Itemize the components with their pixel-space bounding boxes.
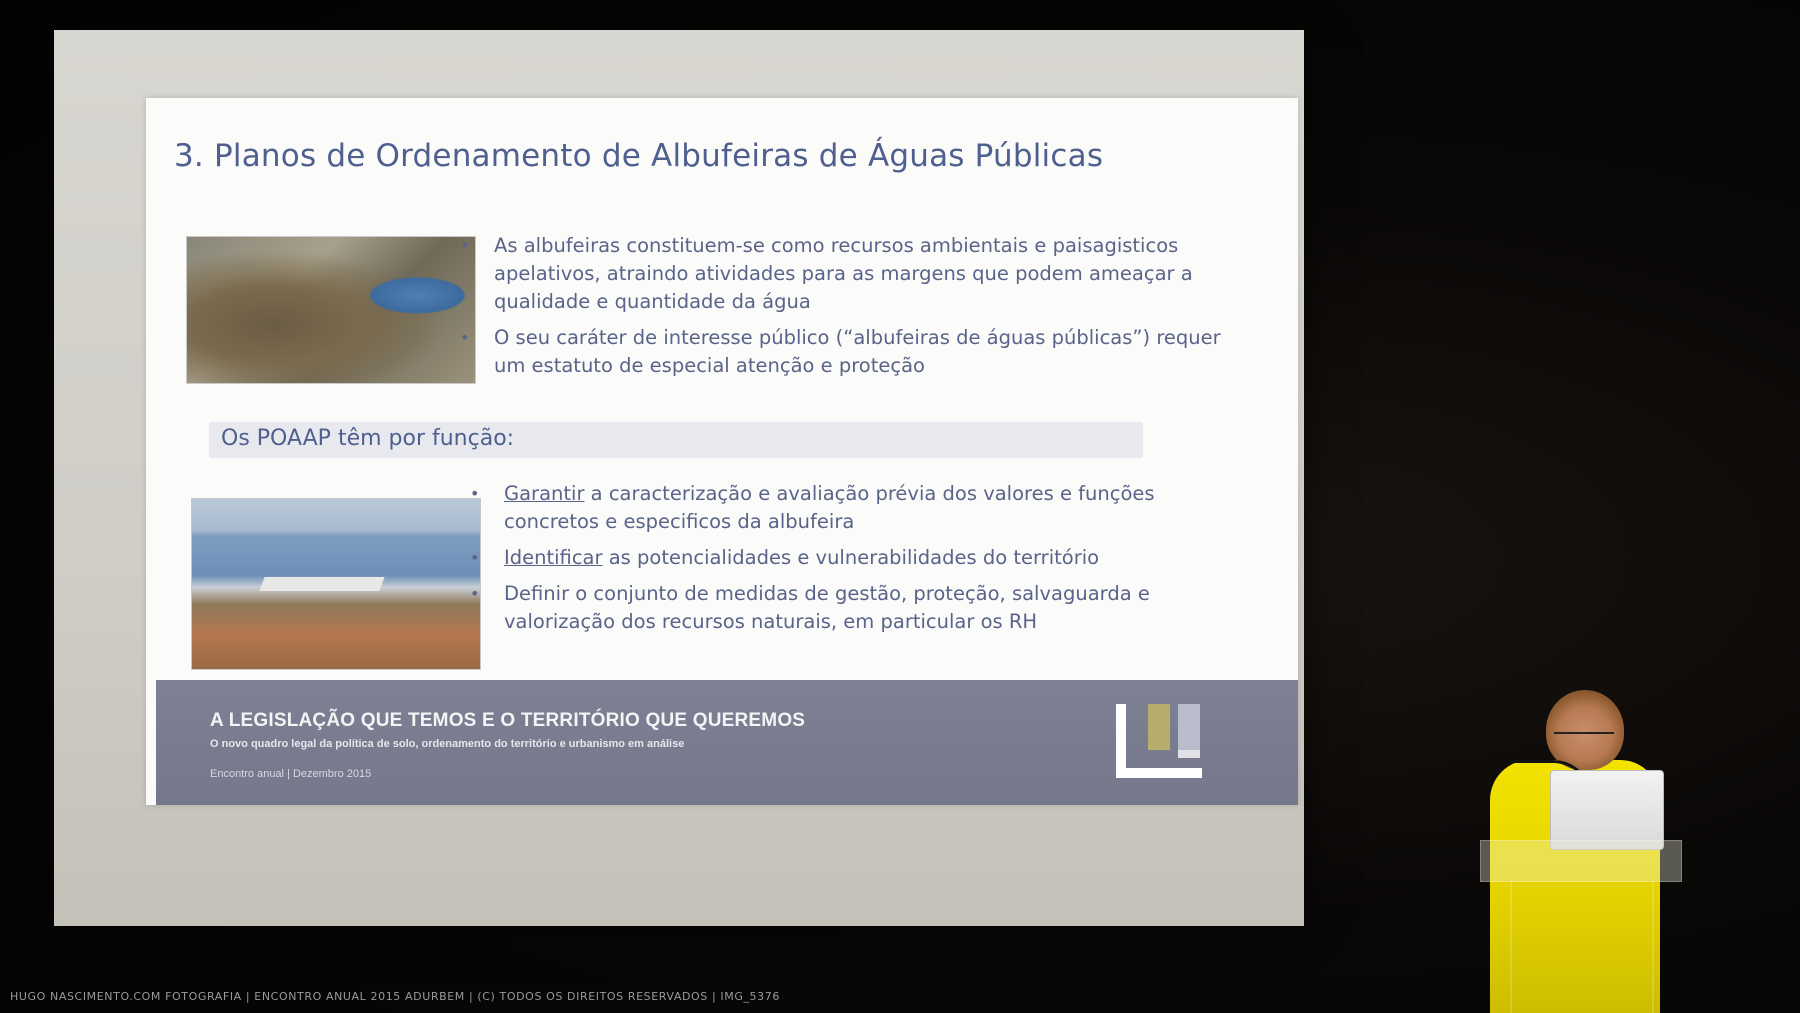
intro-bullet-list bbox=[460, 232, 1250, 388]
slide-footer-band bbox=[156, 680, 1298, 805]
bullet-text: as potencialidades e vulnerabilidades do território bbox=[602, 546, 1100, 569]
list-item: • O seu caráter de interesse público (“albufeiras de águas públicas”) requer um estatuto de especial atenção e proteção bbox=[460, 324, 1250, 380]
dam-wall bbox=[259, 577, 384, 591]
bullet-lead: Garantir bbox=[504, 482, 585, 505]
footer-meta: Encontro anual | Dezembro 2015 bbox=[210, 768, 372, 780]
presentation-slide bbox=[146, 98, 1298, 805]
laptop bbox=[1550, 770, 1664, 850]
function-bullet-list bbox=[470, 480, 1250, 644]
speaker-at-lectern bbox=[1480, 690, 1680, 1013]
footer-title: A LEGISLAÇÃO QUE TEMOS E O TERRITÓRIO QUE QUEREMOS bbox=[210, 710, 806, 731]
bullet-lead: Identificar bbox=[504, 546, 603, 569]
lectern-stand bbox=[1510, 880, 1654, 1013]
list-item bbox=[470, 580, 1250, 636]
bullet-text: a caracterização e avaliação prévia dos valores e funções concretos e especificos da albufeira bbox=[504, 482, 1155, 533]
photo-watermark: HUGO NASCIMENTO.COM FOTOGRAFIA | ENCONTRO ANUAL 2015 ADURBEM | (C) TODOS OS DIREITOS RESERVADOS | IMG_5376 bbox=[10, 990, 780, 1003]
reservoir-aerial-photo bbox=[186, 236, 476, 384]
footer-subtitle: O novo quadro legal da política de solo, ordenamento do território e urbanismo em análise bbox=[210, 738, 685, 750]
list-item bbox=[470, 544, 1250, 572]
slide-title: 3. Planos de Ordenamento de Albufeiras de Águas Públicas bbox=[174, 138, 1104, 174]
list-item bbox=[470, 480, 1250, 536]
bullet-text: Definir o conjunto de medidas de gestão, proteção, salvaguarda e valorização dos recursos naturais, em particular os RH bbox=[504, 582, 1150, 633]
organization-logo bbox=[1116, 704, 1202, 778]
section-heading: Os POAAP têm por função: bbox=[221, 426, 515, 451]
list-item: • As albufeiras constituem-se como recursos ambientais e paisagisticos apelativos, atraindo atividades para as margens que podem ameaçar a qualidade e quantidade da água bbox=[460, 232, 1250, 316]
dam-photo bbox=[191, 498, 481, 670]
lectern-top bbox=[1480, 840, 1682, 882]
projection-screen bbox=[54, 30, 1304, 926]
speaker-head bbox=[1546, 690, 1624, 770]
section-heading-band bbox=[209, 422, 1143, 458]
glasses bbox=[1554, 732, 1614, 744]
